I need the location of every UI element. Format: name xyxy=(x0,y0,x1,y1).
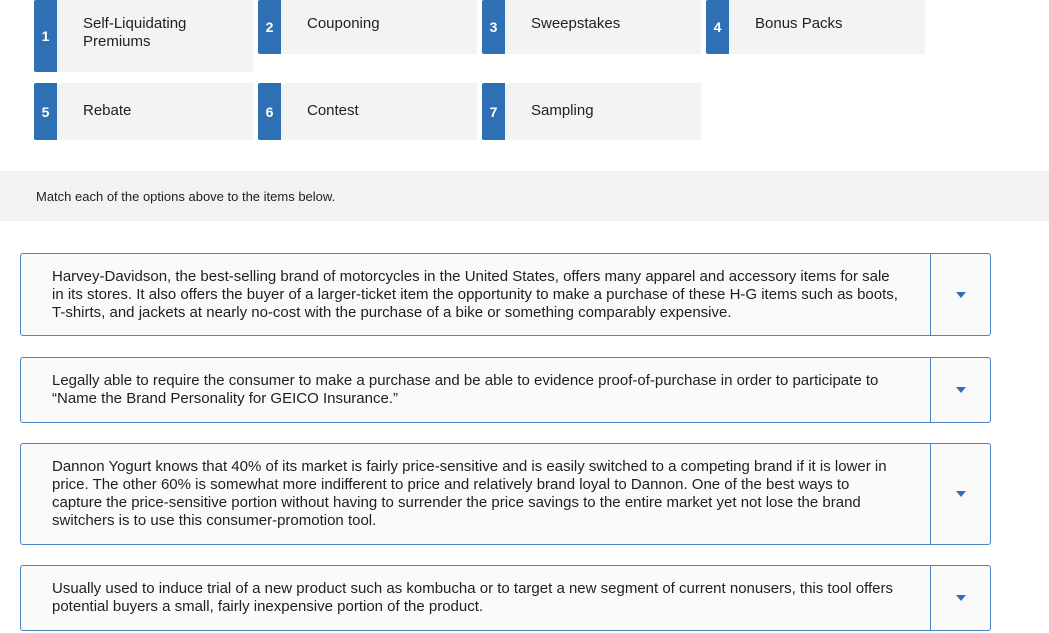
instructions-bar xyxy=(0,171,1049,221)
item-text: Usually used to induce trial of a new product such as kombucha or to target a new segment of current nonusers, this tool offers potential buyers a small, fairly inexpensive portion of the product. xyxy=(52,580,894,615)
instructions-text: Match each of the options above to the items below. xyxy=(36,189,336,204)
option-1 xyxy=(34,0,253,72)
answer-dropdown[interactable] xyxy=(930,444,990,544)
option-3 xyxy=(482,0,701,54)
option-number: 7 xyxy=(482,83,505,140)
caret-down-icon xyxy=(956,491,966,497)
option-label: Bonus Packs xyxy=(729,0,925,54)
option-5 xyxy=(34,83,253,140)
options-area xyxy=(0,0,1049,171)
option-label: Self-Liquidating Premiums xyxy=(57,0,253,72)
option-label: Rebate xyxy=(57,83,253,140)
item-text: Dannon Yogurt knows that 40% of its market is fairly price-sensitive and is easily switched to a competing brand if it is lower in price. The other 60% is somewhat more indifferent to price and relatively brand loyal to Dannon. One of the best ways to capture the price-sensitive portion without having to surrender the price savings to the entire market yet not lose the brand switchers is to use this consumer-promotion tool. xyxy=(52,458,887,529)
caret-down-icon xyxy=(956,292,966,298)
option-label: Sweepstakes xyxy=(505,0,701,54)
option-label: Couponing xyxy=(281,0,477,54)
caret-down-icon xyxy=(956,387,966,393)
option-7 xyxy=(482,83,701,140)
option-label: Contest xyxy=(281,83,477,140)
option-number: 1 xyxy=(34,0,57,72)
match-item-4 xyxy=(20,565,991,631)
option-number: 2 xyxy=(258,0,281,54)
caret-down-icon xyxy=(956,595,966,601)
match-item-1 xyxy=(20,253,991,336)
option-number: 5 xyxy=(34,83,57,140)
item-text: Legally able to require the consumer to make a purchase and be able to evidence proof-of-purchase in order to participate to “Name the Brand Personality for GEICO Insurance.” xyxy=(52,372,879,407)
option-number: 4 xyxy=(706,0,729,54)
option-4 xyxy=(706,0,925,54)
option-number: 3 xyxy=(482,0,505,54)
answer-dropdown[interactable] xyxy=(930,566,990,630)
item-text: Harvey-Davidson, the best-selling brand of motorcycles in the United States, offers many apparel and accessory items for sale in its stores. It also offers the buyer of a larger-ticket item the opportunity to make a purchase of these H-G items such as boots, T-shirts, and jackets at nearly no-cost with the purchase of a bike or something comparably expensive. xyxy=(52,267,898,321)
answer-dropdown[interactable] xyxy=(930,254,990,335)
option-2 xyxy=(258,0,477,54)
match-item-3 xyxy=(20,443,991,545)
option-number: 6 xyxy=(258,83,281,140)
option-6 xyxy=(258,83,477,140)
answer-dropdown[interactable] xyxy=(930,358,990,422)
option-label: Sampling xyxy=(505,83,701,140)
match-item-2 xyxy=(20,357,991,423)
